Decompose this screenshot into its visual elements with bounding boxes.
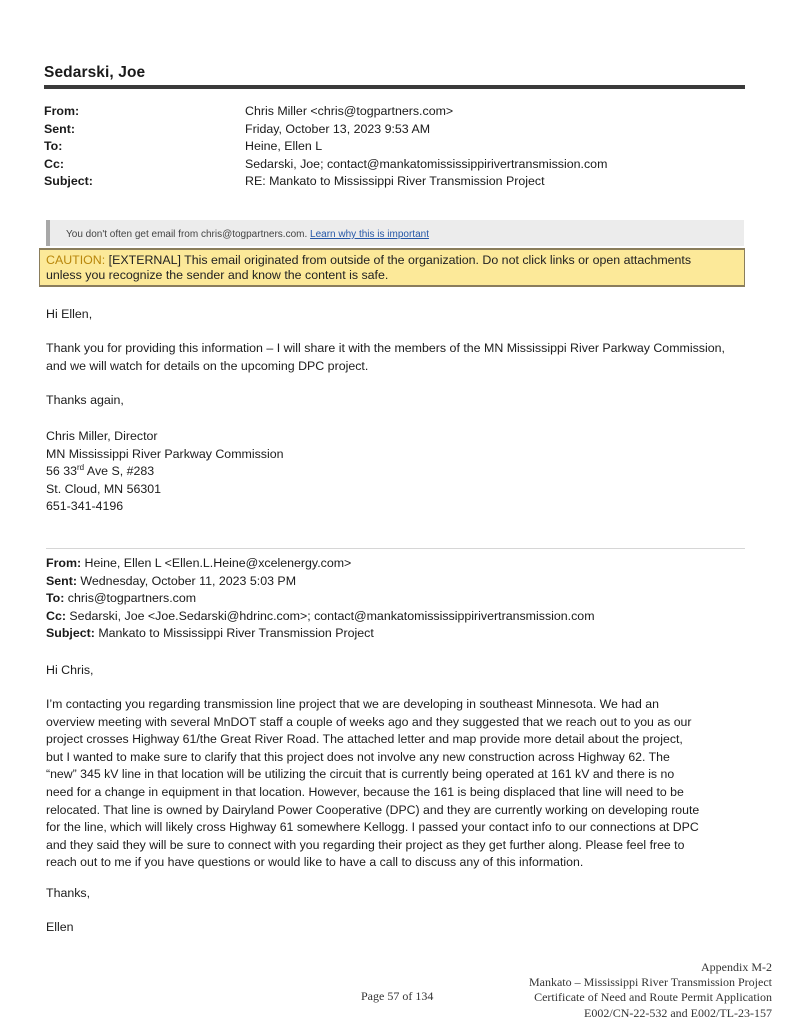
signature-phone: 651-341-4196 <box>46 499 124 514</box>
header-row-to <box>44 138 607 156</box>
learn-why-link[interactable]: Learn why this is important <box>310 229 429 240</box>
original-cc-value: Sedarski, Joe <Joe.Sedarski@hdrinc.com>; contact@mankatomississippirivertransmission.com <box>65 608 595 623</box>
body-line: and they said they will be sure to connect with you regarding their project as they get further along. Please feel free to <box>46 837 685 852</box>
signature-name: Chris Miller, Director <box>46 429 158 443</box>
page-owner-name: Sedarski, Joe <box>44 64 146 81</box>
message-separator <box>46 548 745 549</box>
original-greeting: Hi Chris, <box>46 663 94 677</box>
body-line: need for a change in equipment in that location. However, because the 161 is being displaced that line will need to be <box>46 784 684 799</box>
original-from-label: From: <box>46 556 82 570</box>
address-number: 56 33 <box>46 464 78 479</box>
header-label: Subject: <box>44 174 93 188</box>
header-value: Friday, October 13, 2023 9:53 AM <box>245 121 431 136</box>
caution-banner <box>39 248 745 287</box>
header-value: Sedarski, Joe; contact@mankatomississippirivertransmission.com <box>245 156 608 171</box>
body-line: for the line, which will likely cross Highway 61 somewhere Kellogg. I passed your contact info to our connections at DPC <box>46 820 699 835</box>
header-value: Chris Miller <chris@togpartners.com> <box>245 104 454 118</box>
original-cc <box>46 608 595 626</box>
original-from <box>46 555 595 573</box>
signature-org: MN Mississippi River Parkway Commission <box>46 446 284 461</box>
page-number: Page 57 of 134 <box>361 989 434 1003</box>
original-to-value: chris@togpartners.com <box>64 591 197 606</box>
header-row-sent <box>44 121 607 139</box>
footer-appendix: Appendix M-2 <box>701 960 772 974</box>
body-line: reach out to me if you have questions or would like to have a call to discuss any of this information. <box>46 855 584 870</box>
caution-text-line1: [EXTERNAL] This email originated from outside of the organization. Do not click links or open attachments <box>108 253 692 267</box>
reply-body: Thank you for providing this information – I will share it with the members of the MN Mississippi River Parkway Commission, and we will watch for details on the upcoming DPC project. <box>46 341 725 373</box>
header-value: Heine, Ellen L <box>245 139 323 153</box>
header-rule <box>44 85 745 89</box>
signature-city: St. Cloud, MN 56301 <box>46 481 162 496</box>
header-label: From: <box>44 104 80 118</box>
original-message-header <box>46 555 595 643</box>
reply-closing: Thanks again, <box>46 393 124 407</box>
header-row-from <box>44 103 607 121</box>
body-line: project crosses Highway 61/the Great River Road. The attached letter and map provide more detail about the project, <box>46 732 683 747</box>
header-value: RE: Mankato to Mississippi River Transmission Project <box>245 174 545 188</box>
header-row-subject <box>44 173 607 191</box>
body-line: relocated. That line is owned by Dairyland Power Cooperative (DPC) and they are currently working on developing route <box>46 802 700 817</box>
header-label: To: <box>44 139 63 153</box>
body-line: overview meeting with several MnDOT staff a couple of weeks ago and they suggested that we reach out to you as our <box>46 714 692 729</box>
address-street: Ave S, #283 <box>84 464 155 479</box>
original-cc-label: Cc: <box>46 608 66 623</box>
original-subject-value: Mankato to Mississippi River Transmission Project <box>94 626 374 641</box>
footer-docket: E002/CN-22-532 and E002/TL-23-157 <box>584 1005 772 1020</box>
body-line: “new” 345 kV line in that location will be utilizing the circuit that is currently being operated at 161 kV and there is no <box>46 767 675 782</box>
caution-text-line2: unless you recognize the sender and know the content is safe. <box>46 268 389 283</box>
original-to-label: To: <box>46 591 65 606</box>
document-footer <box>529 960 772 1021</box>
original-closing: Thanks, <box>46 886 91 900</box>
body-line: but I wanted to make sure to clarify that this project does not involve any new construction across Highway 62. The <box>46 749 670 764</box>
email-header <box>44 103 607 191</box>
original-subject <box>46 625 595 643</box>
original-to <box>46 590 595 608</box>
original-body <box>46 696 746 872</box>
header-label: Sent: <box>44 121 75 136</box>
signature-address <box>46 463 746 481</box>
original-sent-value: Wednesday, October 11, 2023 5:03 PM <box>76 573 297 588</box>
original-sent <box>46 573 595 591</box>
original-from-value: Heine, Ellen L <Ellen.L.Heine@xcelenergy.com> <box>81 556 352 570</box>
footer-application: Certificate of Need and Route Permit Application <box>534 990 772 1005</box>
footer-project: Mankato – Mississippi River Transmission Project <box>528 975 772 990</box>
address-suffix: rd <box>77 463 85 473</box>
sender-notice-text: You don't often get email from chris@togpartners.com. <box>66 229 308 240</box>
header-row-cc <box>44 156 607 174</box>
sender-notice-banner <box>46 220 744 246</box>
caution-label: CAUTION: <box>46 253 106 267</box>
body-line: I’m contacting you regarding transmission line project that we are developing in southeast Minnesota. We had an <box>46 697 659 711</box>
original-sent-label: Sent: <box>46 573 77 588</box>
reply-greeting: Hi Ellen, <box>46 307 93 321</box>
original-signoff: Ellen <box>46 920 74 934</box>
signature <box>46 428 746 516</box>
original-subject-label: Subject: <box>46 626 95 641</box>
header-label: Cc: <box>44 156 64 171</box>
